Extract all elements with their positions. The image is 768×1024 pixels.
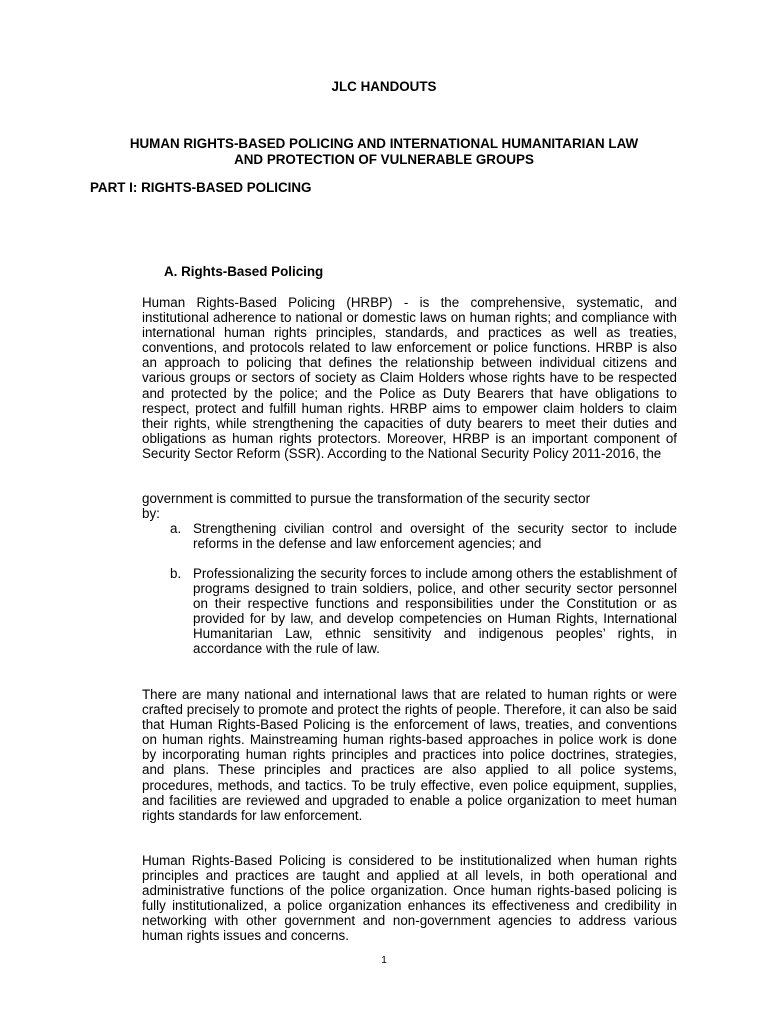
paragraph-hrbp-definition: Human Rights-Based Policing (HRBP) - is the comprehensive, systematic, and institutional adherence to national or domestic laws on human rights; and compliance with international human rights principles, standards, and practices as well as treaties, conventions, and protocols related to law enforcement or police functions. HRBP is also an approach to policing that defines the relationship between individual citizens and various groups or sectors of society as Claim Holders whose rights have to be respected and protected by the police; and the Police as Duty Bearers that have obligations to respect, protect and fulfill human rights. HRBP aims to empower claim holders to claim their rights, while strengthening the capacities of duty bearers to meet their duties and obligations as human rights protectors. Moreover, HRBP is an important component of Security Sector Reform (SSR). According to the National Security Policy 2011-2016, the [142,295,677,461]
ssr-list-b [170,566,677,657]
paragraph-institutionalized: Human Rights-Based Policing is considered to be institutionalized when human rights principles and practices are taught and applied at all levels, in both operational and administrative functions of the police organization. Once human rights-based policing is fully institutionalized, a police organization enhances its effectiveness and credibility in networking with other government and non-government agencies to address various human rights issues and concerns. [142,853,677,944]
list-item [170,566,677,657]
main-heading-line-2: AND PROTECTION OF VULNERABLE GROUPS [234,152,534,167]
document-header: JLC HANDOUTS [331,79,437,94]
part-heading: PART I: RIGHTS-BASED POLICING [90,180,312,195]
list-item-text: Professionalizing the security forces to include among others the establishment of programs designed to train soldiers, police, and other security sector personnel on their respective functions and responsibilities under the Constitution or as provided for by law, and develop competencies on Human Rights, International Humanitarian Law, ethnic sensitivity and indigenous peoples’ rights, in accordance with the rule of law. [193,566,677,657]
list-item-text: Strengthening civilian control and oversight of the security sector to include reforms in the defense and law enforcement agencies; and [193,521,677,552]
paragraph-hrbp-definition-tail: government is committed to pursue the transformation of the security sector [142,491,591,506]
paragraph-hrbp-definition-by: by: [142,506,160,521]
list-marker: b. [170,566,182,581]
main-heading-line-1: HUMAN RIGHTS-BASED POLICING AND INTERNATIONAL HUMANITARIAN LAW [129,136,639,151]
ssr-list-a [170,521,677,551]
paragraph-laws-related: There are many national and international laws that are related to human rights or were crafted precisely to promote and protect the rights of people. Therefore, it can also be said that Human Rights-Based Policing is the enforcement of laws, treaties, and conventions on human rights. Mainstreaming human rights-based approaches in police work is done by incorporating human rights principles and practices into police doctrines, strategies, and plans. These principles and practices are also applied to all police systems, procedures, methods, and tactics. To be truly effective, even police equipment, supplies, and facilities are reviewed and upgraded to enable a police organization to meet human rights standards for law enforcement. [142,687,677,823]
page-number: 1 [381,955,387,966]
list-marker: a. [170,521,182,536]
section-heading: A. Rights-Based Policing [164,264,324,279]
main-heading [60,136,708,168]
list-item [170,521,677,551]
